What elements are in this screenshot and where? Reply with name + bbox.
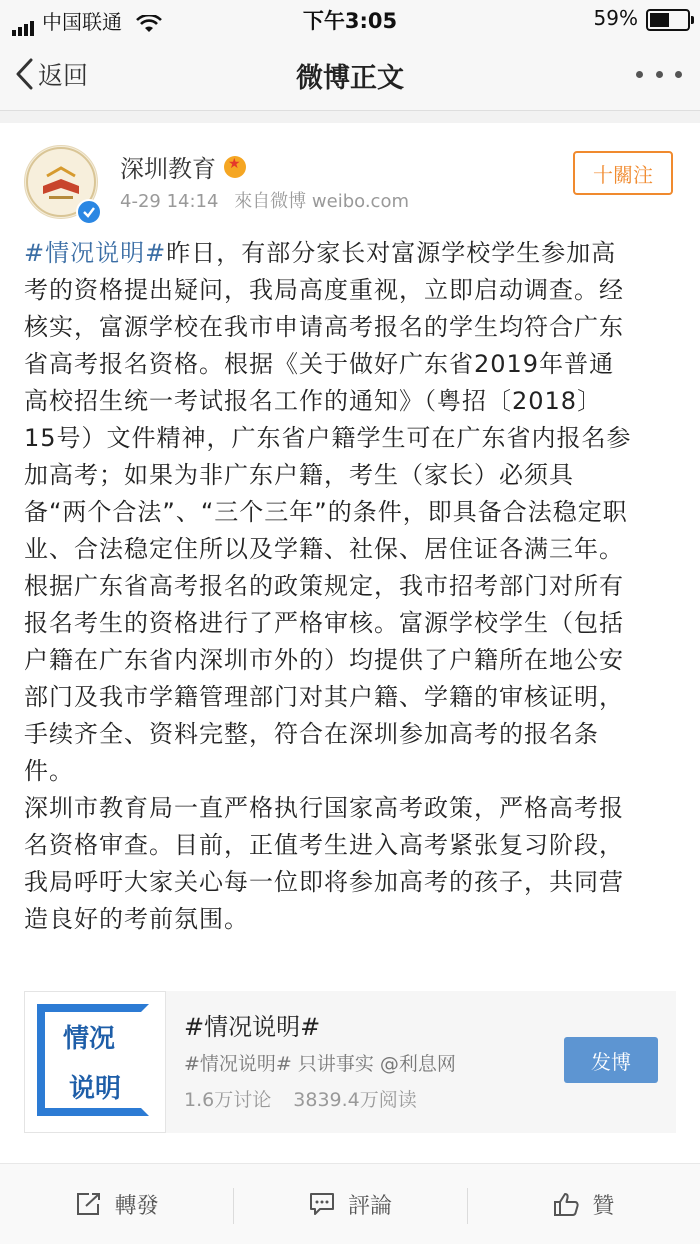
post-source: 來自微博 weibo.com — [234, 191, 409, 212]
content-line: 核实，富源学校在我市申请高考报名的学生均符合广东 — [24, 313, 624, 341]
like-button[interactable] — [467, 1164, 700, 1244]
topic-card[interactable] — [24, 991, 676, 1133]
share-icon — [75, 1191, 103, 1217]
content-line: 我局呼吁大家关心每一位即将参加高考的孩子，共同营 — [24, 868, 624, 896]
dot-icon — [675, 71, 682, 78]
content-line: 业、合法稳定住所以及学籍、社保、居住证各满三年。 — [24, 535, 624, 563]
topic-subtitle: #情况说明# 只讲事实 @利息网 — [184, 1053, 456, 1075]
content-line: 备“两个合法”、“三个三年”的条件，即具备合法稳定职 — [24, 498, 628, 526]
content-line: 15号）文件精神，广东省户籍学生可在广东省内报名参 — [24, 424, 632, 452]
carrier-label: 中国联通 — [42, 10, 122, 34]
post-topic-button[interactable]: 发博 — [564, 1037, 658, 1083]
back-label: 返回 — [38, 61, 89, 90]
more-button[interactable] — [636, 60, 682, 88]
content-line: 件。 — [24, 757, 74, 785]
topic-title: #情况说明# — [184, 1013, 321, 1041]
dot-icon — [636, 71, 643, 78]
dot-icon — [656, 71, 663, 78]
verified-badge-icon — [76, 199, 102, 225]
post-time: 4-29 14:14 — [120, 191, 219, 212]
post-meta — [120, 187, 419, 213]
post-content — [24, 235, 680, 938]
navigation-bar — [0, 38, 700, 111]
content-line: 根据广东省高考报名的政策规定，我市招考部门对所有 — [24, 572, 624, 600]
content-line: 深圳市教育局一直严格执行国家高考政策，严格高考报 — [24, 794, 624, 822]
battery-icon — [646, 9, 690, 31]
content-line: 手续齐全、资料完整，符合在深圳参加高考的报名条 — [24, 720, 599, 748]
content-line: 考的资格提出疑问，我局高度重视，立即启动调查。经 — [24, 276, 624, 304]
clock: 下午3:05 — [302, 9, 398, 33]
repost-button[interactable] — [0, 1164, 233, 1244]
topic-thumbnail — [24, 991, 166, 1133]
content-line: #情况说明#昨日，有部分家长对富源学校学生参加高 — [24, 239, 617, 267]
content-line: 名资格审查。目前，正值考生进入高考紧张复习阶段， — [24, 831, 624, 859]
like-label: 贊 — [592, 1193, 615, 1219]
comment-label: 評論 — [347, 1193, 392, 1219]
action-toolbar — [0, 1164, 700, 1244]
topic-discussions: 1.6万讨论 — [184, 1089, 272, 1111]
follow-button[interactable]: 十關注 — [573, 151, 673, 195]
content-line: 报名考生的资格进行了严格审核。富源学校学生（包括 — [24, 609, 624, 637]
repost-label: 轉發 — [114, 1193, 159, 1219]
chevron-left-icon — [14, 58, 34, 90]
vip-badge-icon — [224, 156, 246, 178]
status-bar — [0, 0, 700, 38]
section-divider — [0, 111, 700, 123]
topic-img-text: 情况 — [63, 1024, 116, 1054]
content-line: 造良好的考前氛围。 — [24, 905, 249, 933]
content-line: 高校招生统一考试报名工作的通知》（粤招〔2018〕 — [24, 387, 603, 415]
thumbs-up-icon — [552, 1191, 580, 1217]
content-line: 部门及我市学籍管理部门对其户籍、学籍的审核证明， — [24, 683, 624, 711]
battery-percent: 59% — [593, 6, 638, 30]
page-title: 微博正文 — [296, 63, 404, 94]
author-name[interactable] — [120, 149, 246, 184]
hashtag-link[interactable]: #情况说明# — [24, 239, 167, 267]
topic-reads: 3839.4万阅读 — [293, 1089, 417, 1111]
topic-img-text: 说明 — [69, 1074, 122, 1104]
topic-stats — [184, 1085, 433, 1112]
comment-icon — [308, 1191, 336, 1217]
content-line: 户籍在广东省内深圳市外的）均提供了户籍所在地公安 — [24, 646, 624, 674]
content-line: 省高考报名资格。根据《关于做好广东省2019年普通 — [24, 350, 615, 378]
author-label: 深圳教育 — [120, 155, 216, 183]
comment-button[interactable] — [233, 1164, 466, 1244]
back-button[interactable] — [14, 54, 88, 94]
content-line: 加高考；如果为非广东户籍，考生（家长）必须具 — [24, 461, 574, 489]
